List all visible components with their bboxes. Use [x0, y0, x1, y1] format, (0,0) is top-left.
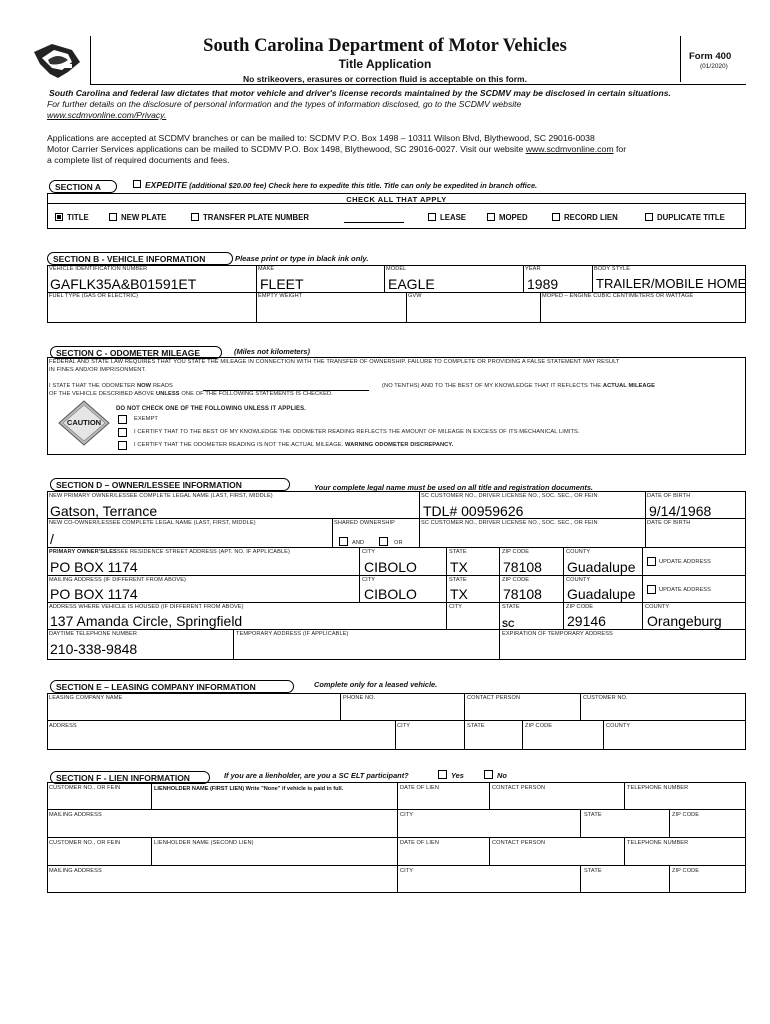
lien1-lienholder-label: LIENHOLDER NAME (FIRST LIEN) Write "None" if vehicle is paid in full. — [154, 786, 344, 792]
mail-city-label: CITY — [362, 577, 376, 583]
year-field[interactable]: 1989 — [527, 276, 559, 292]
lien2-zip-label: ZIP CODE — [672, 868, 700, 874]
expedite-text — [145, 180, 537, 190]
housed-state-field[interactable]: SC — [502, 619, 515, 629]
odometer-statement-b: (NO TENTHS) AND TO THE BEST OF MY KNOWLEDGE THAT IT REFLECTS THE — [382, 383, 602, 389]
housed-zip-label: ZIP CODE — [566, 604, 594, 610]
vehicle-statement-a: OF THE VEHICLE DESCRIBED ABOVE — [49, 391, 155, 397]
not-actual-mileage-text — [134, 443, 453, 449]
gvw-field[interactable] — [407, 302, 539, 322]
elt-yes-label: Yes — [451, 771, 464, 780]
lien1-city-label: CITY — [400, 812, 414, 818]
residence-address-field[interactable]: PO BOX 1174 — [50, 559, 138, 575]
new-plate-option-label: NEW PLATE — [121, 213, 167, 222]
website-link[interactable]: www.scdmvonline.com — [525, 144, 614, 154]
section-b-note: Please print or type in black ink only. — [235, 254, 369, 263]
lien1-date-label: DATE OF LIEN — [400, 785, 440, 791]
header-rule — [90, 84, 746, 85]
section-d-row-5 — [47, 629, 746, 630]
section-d-col-temp — [233, 629, 234, 660]
section-f-label: SECTION F - LIEN INFORMATION — [50, 771, 210, 784]
page-title: South Carolina Department of Motor Vehicles — [203, 36, 567, 56]
sc-customer-label: SC CUSTOMER NO., DRIVER LICENSE NO., SOC. SEC., OR FEIN — [421, 493, 598, 499]
leasing-company-label: LEASING COMPANY NAME — [49, 695, 123, 701]
transfer-plate-number-line[interactable] — [344, 222, 404, 223]
transfer-plate-option-label: TRANSFER PLATE NUMBER — [203, 213, 309, 222]
section-f-col-a1 — [151, 782, 152, 809]
housed-county-field[interactable]: Orangeburg — [647, 613, 722, 629]
housed-label: ADDRESS WHERE VEHICLE IS HOUSED (IF DIFFERENT FROM ABOVE) — [49, 604, 244, 610]
section-d-col-dob — [645, 491, 646, 547]
form-date: (01/2020) — [700, 63, 728, 70]
fuel-type-label: FUEL TYPE (GAS OR ELECTRIC) — [49, 293, 139, 299]
section-d-col-shared — [332, 518, 333, 547]
section-f-col-c2 — [489, 837, 490, 865]
section-e-col-county — [603, 720, 604, 750]
section-f-col-d1 — [624, 782, 625, 809]
section-d-col-update — [642, 547, 643, 629]
moped-checkbox[interactable] — [487, 213, 495, 221]
mailing-label: MAILING ADDRESS (IF DIFFERENT FROM ABOVE) — [49, 577, 187, 583]
privacy-line-2: For further details on the disclosure of personal information and the types of information disclosed, go to the SCDMV website — [47, 99, 522, 109]
lien2-telephone-label: TELEPHONE NUMBER — [627, 840, 689, 846]
res-zip-field[interactable]: 78108 — [503, 559, 542, 575]
res-city-label: CITY — [362, 549, 376, 555]
mail-city-field[interactable]: CIBOLO — [364, 586, 417, 602]
res-state-field[interactable]: TX — [450, 559, 468, 575]
section-c-label: SECTION C - ODOMETER MILEAGE — [50, 346, 222, 359]
elt-yes-checkbox[interactable] — [438, 770, 447, 779]
leasing-contact-label: CONTACT PERSON — [467, 695, 521, 701]
body-style-label: BODY STYLE — [594, 266, 631, 272]
section-e-col-phone — [340, 693, 341, 720]
leasing-phone-label: PHONE NO. — [343, 695, 376, 701]
record-lien-checkbox[interactable] — [552, 213, 560, 221]
form-number-box — [680, 36, 745, 82]
res-city-field[interactable]: CIBOLO — [364, 559, 417, 575]
leasing-county-label: COUNTY — [606, 723, 631, 729]
section-e-col-zip — [522, 720, 523, 750]
section-f-col-b1 — [397, 782, 398, 837]
section-f-col-b2 — [397, 837, 398, 893]
title-checkbox[interactable] — [55, 213, 63, 221]
sc-customer-field[interactable]: TDL# 00959626 — [423, 503, 524, 519]
shared-ownership-label: SHARED OWNERSHIP — [334, 520, 395, 526]
new-plate-checkbox[interactable] — [109, 213, 117, 221]
mail-update-address-checkbox[interactable] — [647, 585, 656, 594]
section-f-col-f1 — [669, 809, 670, 837]
vin-field[interactable]: GAFLK35A&B01591ET — [50, 276, 197, 292]
mail-county-label: COUNTY — [566, 577, 591, 583]
vehicle-statement-b: ONE OF THE FOLLOWING STATEMENTS IS CHECKED. — [181, 391, 333, 397]
privacy-link[interactable]: www.scdmvonline.com/Privacy. — [47, 110, 167, 120]
mail-state-field[interactable]: TX — [450, 586, 468, 602]
gvw-label: GVW — [408, 293, 422, 299]
mail-update-address-label: UPDATE ADDRESS — [659, 587, 711, 593]
section-d-col-county — [563, 547, 564, 629]
section-d-col-exp — [499, 629, 500, 660]
leasing-city-label: CITY — [397, 723, 411, 729]
scdmv-state-logo-icon — [28, 38, 86, 82]
odometer-statement — [49, 384, 173, 390]
lien2-date-label: DATE OF LIEN — [400, 840, 440, 846]
residence-label-bold: PRIMARY OWNER'S/LES — [49, 549, 117, 555]
mail-zip-label: ZIP CODE — [502, 577, 530, 583]
lease-checkbox[interactable] — [428, 213, 436, 221]
co-sc-customer-label: SC CUSTOMER NO., DRIVER LICENSE NO., SOC. SEC., OR FEIN — [421, 520, 598, 526]
section-e-col-city — [395, 720, 396, 750]
excess-mileage-label: I CERTIFY THAT TO THE BEST OF MY KNOWLEDGE THE ODOMETER READING REFLECTS THE AMOUNT OF MILEAGE IN EXCESS OF ITS MECHANICAL LIMITS. — [134, 429, 580, 435]
section-e-grid — [47, 693, 746, 750]
excess-mileage-checkbox[interactable] — [118, 428, 127, 437]
apps-line-1: Applications are accepted at SCDMV branches or can be mailed to: SCDMV P.O. Box 1498 – 10311 Wilson Blvd, Blythewood, SC 29016-0038 — [47, 133, 595, 143]
housed-address-field[interactable]: 137 Amanda Circle, Springfield — [50, 613, 243, 629]
exp-temp-address-label: EXPIRATION OF TEMPORARY ADDRESS — [502, 631, 613, 637]
apps-line-3: a complete list of required documents and fees. — [47, 155, 230, 165]
lease-option-label: LEASE — [440, 213, 466, 222]
page-subtitle: Title Application — [338, 57, 432, 71]
exempt-label: EXEMPT — [134, 416, 158, 422]
model-field[interactable]: EAGLE — [388, 276, 435, 292]
res-county-label: COUNTY — [566, 549, 591, 555]
header-divider — [90, 36, 91, 84]
co-dob-label: DATE OF BIRTH — [647, 520, 691, 526]
odometer-now: NOW — [136, 383, 152, 389]
lien2-city-label: CITY — [400, 868, 414, 874]
model-label: MODEL — [386, 266, 407, 272]
lien2-state-label: STATE — [584, 868, 602, 874]
section-b-col-2 — [384, 265, 385, 292]
mail-zip-field[interactable]: 78108 — [503, 586, 542, 602]
dob-field[interactable]: 9/14/1968 — [649, 503, 712, 519]
section-e-note: Complete only for a leased vehicle. — [314, 680, 438, 689]
leasing-customer-label: CUSTOMER NO. — [583, 695, 628, 701]
year-label: YEAR — [525, 266, 541, 272]
section-b-label: SECTION B - VEHICLE INFORMATION — [47, 252, 233, 265]
section-e-row-line — [47, 720, 746, 721]
res-zip-label: ZIP CODE — [502, 549, 530, 555]
section-b-col-4 — [592, 265, 593, 292]
section-e-col-state — [464, 720, 465, 750]
duplicate-title-checkbox[interactable] — [645, 213, 653, 221]
odometer-warning: WARNING ODOMETER DISCREPANCY. — [345, 442, 454, 448]
make-label: MAKE — [258, 266, 275, 272]
leasing-state-label: STATE — [467, 723, 485, 729]
section-d-label: SECTION D – OWNER/LESSEE INFORMATION — [50, 478, 290, 491]
moped-option-label: MOPED — [499, 213, 528, 222]
section-d-note: Your complete legal name must be used on all title and registration documents. — [314, 483, 593, 492]
section-f-col-c1 — [489, 782, 490, 809]
section-e-label: SECTION E – LEASING COMPANY INFORMATION — [50, 680, 294, 693]
leasing-address-label: ADDRESS — [49, 723, 77, 729]
section-d-col-state — [446, 547, 447, 629]
vehicle-statement — [49, 392, 333, 398]
expedite-bold: EXPEDITE — [145, 180, 188, 190]
elt-no-checkbox[interactable] — [484, 770, 493, 779]
odometer-statement-a: I STATE THAT THE ODOMETER — [49, 383, 136, 389]
do-not-check: DO NOT CHECK ONE OF THE FOLLOWING UNLESS IT APPLIES. — [116, 406, 306, 412]
section-d-col-sc — [419, 491, 420, 547]
section-d-col-zip — [499, 547, 500, 629]
co-name-label: NEW CO-OWNER/LESSEE COMPLETE LEGAL NAME (LAST, FIRST, MIDDLE) — [49, 520, 256, 526]
phone-field[interactable]: 210-338-9848 — [50, 641, 138, 657]
co-name-field[interactable]: / — [50, 531, 54, 547]
record-lien-option-label: RECORD LIEN — [564, 213, 618, 222]
housed-city-label: CITY — [449, 604, 463, 610]
housed-state-label: STATE — [502, 604, 520, 610]
section-b-col-3 — [523, 265, 524, 292]
primary-name-field[interactable]: Gatson, Terrance — [50, 503, 158, 519]
temp-address-label: TEMPORARY ADDRESS (IF APPLICABLE) — [236, 631, 349, 637]
lien2-customer-label: CUSTOMER NO., OR FEIN — [49, 840, 121, 846]
vin-label: VEHICLE IDENTIFICATION NUMBER — [49, 266, 148, 272]
lien2-mailing-label: MAILING ADDRESS — [49, 868, 102, 874]
odometer-reads: READS — [152, 383, 173, 389]
apps-line-2a: Motor Carrier Services applications can be mailed to SCDMV P.O. Box 1498, Blythewood, SC 29016-0027. Visit our website — [47, 144, 524, 154]
apps-line-2 — [47, 144, 626, 154]
exempt-checkbox[interactable] — [118, 415, 127, 424]
vehicle-unless: UNLESS — [155, 391, 180, 397]
lien1-contact-label: CONTACT PERSON — [492, 785, 546, 791]
shared-and-label: AND — [352, 540, 365, 546]
empty-weight-label: EMPTY WEIGHT — [258, 293, 303, 299]
housed-zip-field[interactable]: 29146 — [567, 613, 606, 629]
res-update-address-checkbox[interactable] — [647, 557, 656, 566]
section-c-note: (Miles not kilometers) — [234, 347, 310, 356]
check-all-label: CHECK ALL THAT APPLY — [346, 195, 447, 204]
lien1-mailing-label: MAILING ADDRESS — [49, 812, 102, 818]
duplicate-title-option-label: DUPLICATE TITLE — [657, 213, 725, 222]
res-update-address-label: UPDATE ADDRESS — [659, 559, 711, 565]
transfer-plate-checkbox[interactable] — [191, 213, 199, 221]
leasing-zip-label: ZIP CODE — [525, 723, 553, 729]
section-e-col-customer — [580, 693, 581, 720]
section-f-col-d2 — [624, 837, 625, 865]
lien1-zip-label: ZIP CODE — [672, 812, 700, 818]
lien1-customer-label: CUSTOMER NO., OR FEIN — [49, 785, 121, 791]
odometer-actual: ACTUAL MILEAGE — [602, 383, 656, 389]
moped-cc-field[interactable] — [541, 302, 745, 322]
section-a-label: SECTION A — [49, 180, 117, 193]
elt-question: If you are a lienholder, are you a SC ELT participant? — [224, 771, 409, 780]
res-state-label: STATE — [449, 549, 467, 555]
shared-or-checkbox[interactable] — [379, 537, 388, 546]
fuel-type-field[interactable] — [48, 302, 254, 322]
shared-and-checkbox[interactable] — [339, 537, 348, 546]
section-f-col-e1 — [580, 809, 581, 837]
lien1-telephone-label: TELEPHONE NUMBER — [627, 785, 689, 791]
body-style-field[interactable]: TRAILER/MOBILE HOME — [596, 276, 747, 291]
mail-county-field[interactable]: Guadalupe — [567, 586, 636, 602]
expedite-checkbox[interactable] — [133, 180, 141, 188]
fed-law-line-1: FEDERAL AND STATE LAW REQUIRES THAT YOU STATE THE MILEAGE IN CONNECTION WITH THE TRANSFER OF OWNERSHIP. FAILURE TO COMPLETE OR PROVIDING A FALSE STATEMENT MAY RESULT — [49, 359, 620, 365]
elt-no-label: No — [497, 771, 507, 780]
header-notice: No strikeovers, erasures or correction fluid is acceptable on this form. — [243, 74, 527, 84]
odometer-statement-b-wrap — [382, 384, 655, 390]
not-actual-mileage-checkbox[interactable] — [118, 441, 127, 450]
empty-weight-field[interactable] — [257, 302, 405, 322]
expedite-rest: (additional $20.00 fee) Check here to expedite this title. Title can only be expedited in branch office. — [189, 181, 538, 190]
phone-label: DAYTIME TELEPHONE NUMBER — [49, 631, 137, 637]
mailing-address-field[interactable]: PO BOX 1174 — [50, 586, 138, 602]
privacy-line-1: South Carolina and federal law dictates that motor vehicle and driver's license records maintained by the SCDMV may be disclosed in certain situations. — [49, 88, 671, 98]
fed-law-line-2: IN FINES AND/OR IMPRISONMENT. — [49, 367, 147, 373]
moped-cc-label: MOPED – ENGINE CUBIC CENTIMETERS OR WATTAGE — [542, 293, 694, 299]
section-e-col-contact — [464, 693, 465, 720]
mail-state-label: STATE — [449, 577, 467, 583]
caution-sign — [58, 400, 110, 446]
lien2-lienholder-label: LIENHOLDER NAME (SECOND LIEN) — [154, 840, 254, 846]
residence-label — [49, 550, 290, 556]
dob-label: DATE OF BIRTH — [647, 493, 691, 499]
scdmv-logo — [28, 38, 86, 82]
title-option-label: TITLE — [67, 213, 89, 222]
housed-county-label: COUNTY — [645, 604, 670, 610]
not-actual-mileage-label: I CERTIFY THAT THE ODOMETER READING IS NOT THE ACTUAL MILEAGE. — [134, 442, 344, 448]
caution-text: CAUTION — [66, 418, 102, 427]
residence-label-rest: SEE RESIDENCE STREET ADDRESS (APT. NO. IF APPLICABLE) — [116, 549, 290, 555]
section-f-col-e2 — [580, 865, 581, 893]
apps-line-2b: for — [616, 144, 627, 154]
section-d-col-city — [359, 547, 360, 602]
make-field[interactable]: FLEET — [260, 276, 304, 292]
lien1-state-label: STATE — [584, 812, 602, 818]
primary-name-label: NEW PRIMARY OWNER/LESSEE COMPLETE LEGAL NAME (LAST, FIRST, MIDDLE) — [49, 493, 273, 499]
section-f-col-f2 — [669, 865, 670, 893]
form-number: Form 400 — [689, 51, 732, 62]
lien2-contact-label: CONTACT PERSON — [492, 840, 546, 846]
section-f-col-a2 — [151, 837, 152, 865]
shared-or-label: OR — [394, 540, 403, 546]
res-county-field[interactable]: Guadalupe — [567, 559, 636, 575]
